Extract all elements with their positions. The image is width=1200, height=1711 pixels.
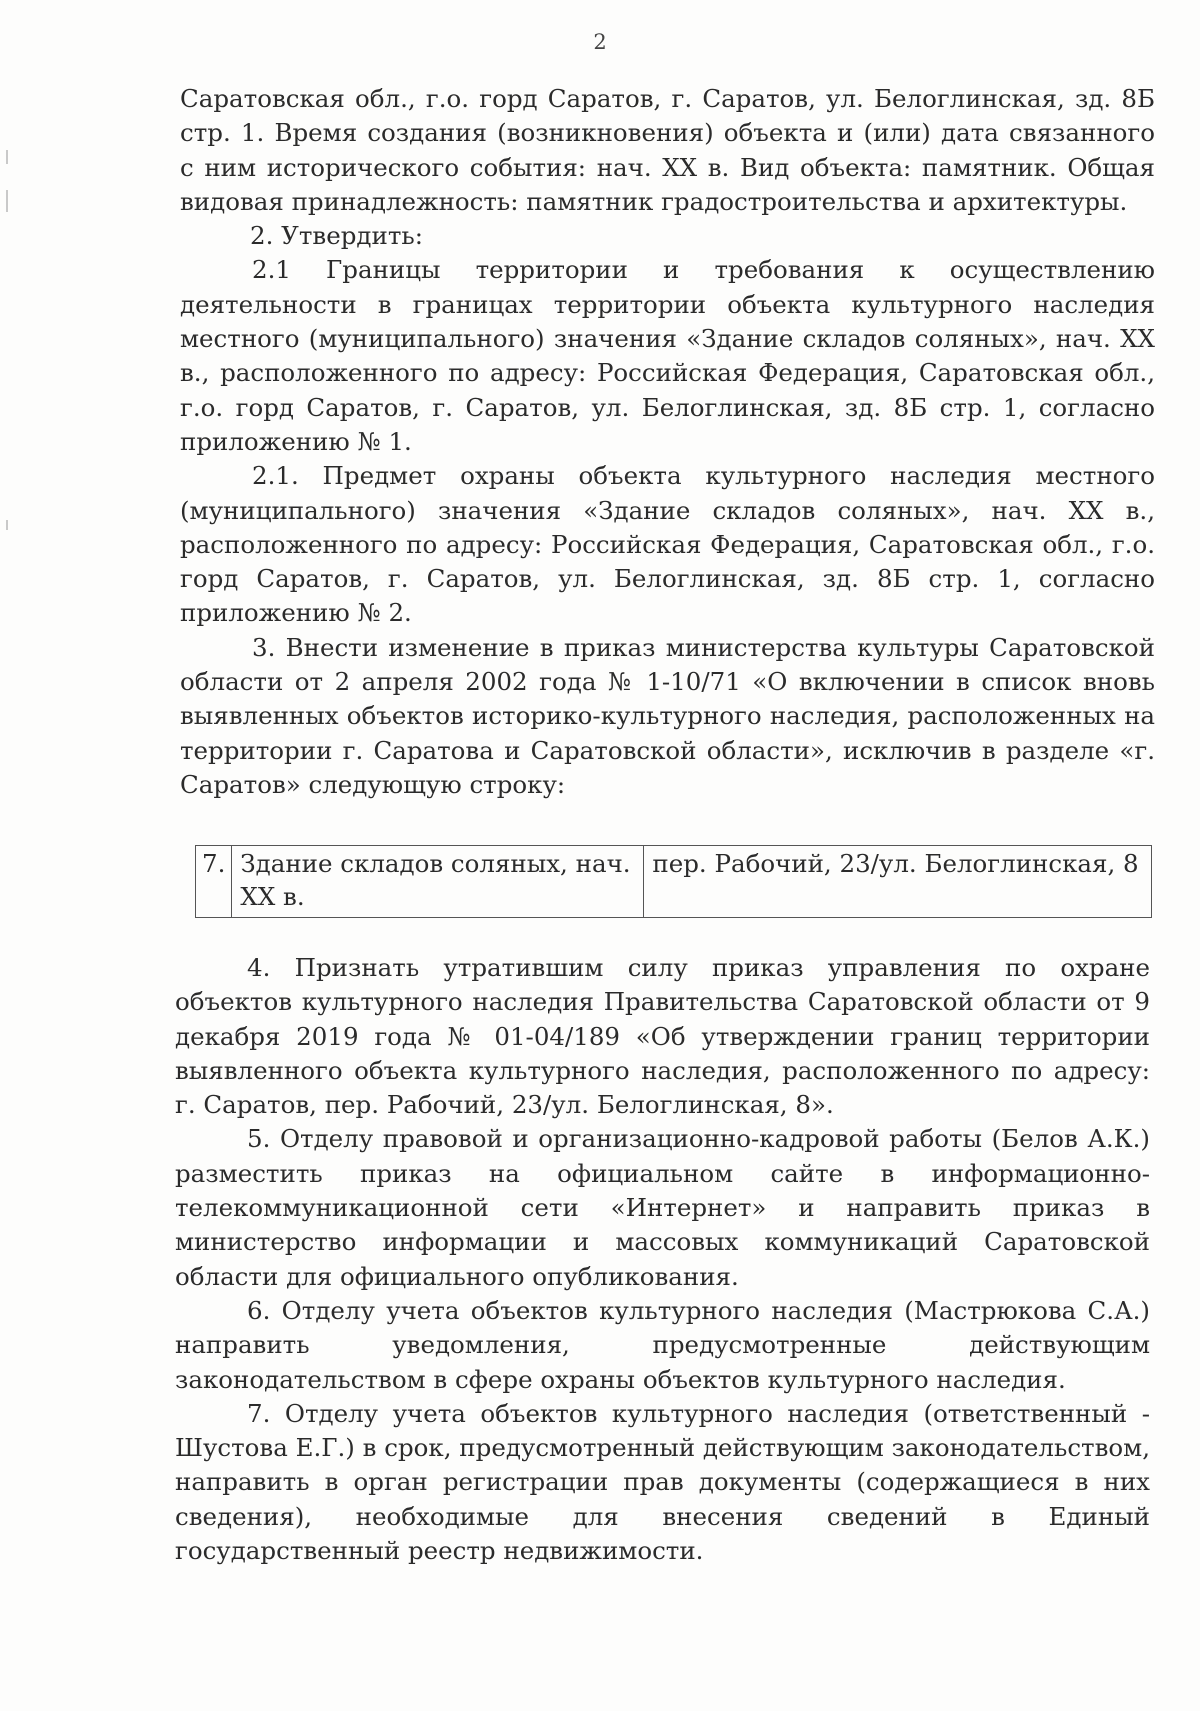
intro-paragraph: Саратовская обл., г.о. горд Саратов, г. Саратов, ул. Белоглинская, зд. 8Б стр. 1. Время создания (возникновения) объекта и (или) дата связанного с ним исторического события: нач. XX в. Вид объекта: памятник. Общая видовая принадлежность: памятник градостроительства и архитектуры. [180, 84, 1155, 216]
table-cell-address: пер. Рабочий, 23/ул. Белоглинская, 8 [644, 846, 1152, 918]
item-7: 7. Отделу учета объектов культурного наследия (ответственный - Шустова Е.Г.) в срок, предусмотренный действующим законодательством, направить в орган регистрации прав документы (содержащиеся в них сведения), необходимые для внесения сведений в Единый государственный реестр недвижимости. [175, 1398, 1150, 1566]
document-body-top [180, 82, 1155, 802]
excluded-row-table [195, 845, 1152, 918]
item-4: 4. Признать утратившим силу приказ управления по охране объектов культурного наследия Правительства Саратовской области от 9 декабря 2019 года № 01-04/189 «Об утверждении границ территории выявленного объекта культурного наследия, расположенного по адресу: г. Саратов, пер. Рабочий, 23/ул. Белоглинская, 8». [175, 953, 1150, 1120]
item-2-1-borders: 2.1 Границы территории и требования к осуществлению деятельности в границах территории объекта культурного наследия местного (муниципального) значения «Здание складов соляных», нач. XX в., расположенного по адресу: Российская Федерация, Саратовская обл., г.о. горд Саратов, г. Саратов, ул. Белоглинская, зд. 8Б стр. 1, согласно приложению № 1. [180, 255, 1155, 456]
item-3: 3. Внести изменение в приказ министерства культуры Саратовской области от 2 апреля 2002 года № 1-10/71 «О включении в список вновь выявленных объектов историко-культурного наследия, расположенных на территории г. Саратова и Саратовской области», исключив в разделе «г. Саратов» следующую строку: [180, 632, 1155, 799]
page-number: 2 [593, 30, 607, 54]
table-cell-number: 7. [196, 846, 232, 918]
scan-margin-mark [6, 150, 8, 164]
scan-margin-mark [6, 190, 8, 212]
item-5: 5. Отделу правовой и организационно-кадровой работы (Белов А.К.) разместить приказ на официальном сайте в информационно-телекоммуникационной сети «Интернет» и направить приказ в министерство информации и массовых коммуникаций Саратовской области для официального опубликования. [175, 1124, 1150, 1291]
table [195, 845, 1152, 918]
document-body-bottom [175, 951, 1150, 1568]
item-6: 6. Отделу учета объектов культурного наследия (Мастрюкова С.А.) направить уведомления, предусмотренные действующим законодательством в сфере охраны объектов культурного наследия. [175, 1295, 1150, 1394]
table-row [196, 846, 1152, 918]
scan-margin-mark [6, 520, 8, 530]
item-2-1-protection-subject: 2.1. Предмет охраны объекта культурного наследия местного (муниципального) значения «Здание складов соляных», нач. XX в., расположенного по адресу: Российская Федерация, Саратовская обл., г.о. горд Саратов, г. Саратов, ул. Белоглинская, зд. 8Б стр. 1, согласно приложению № 2. [180, 461, 1155, 628]
item-2: 2. Утвердить: [250, 221, 423, 251]
table-cell-name: Здание складов соляных, нач. XX в. [232, 846, 644, 918]
